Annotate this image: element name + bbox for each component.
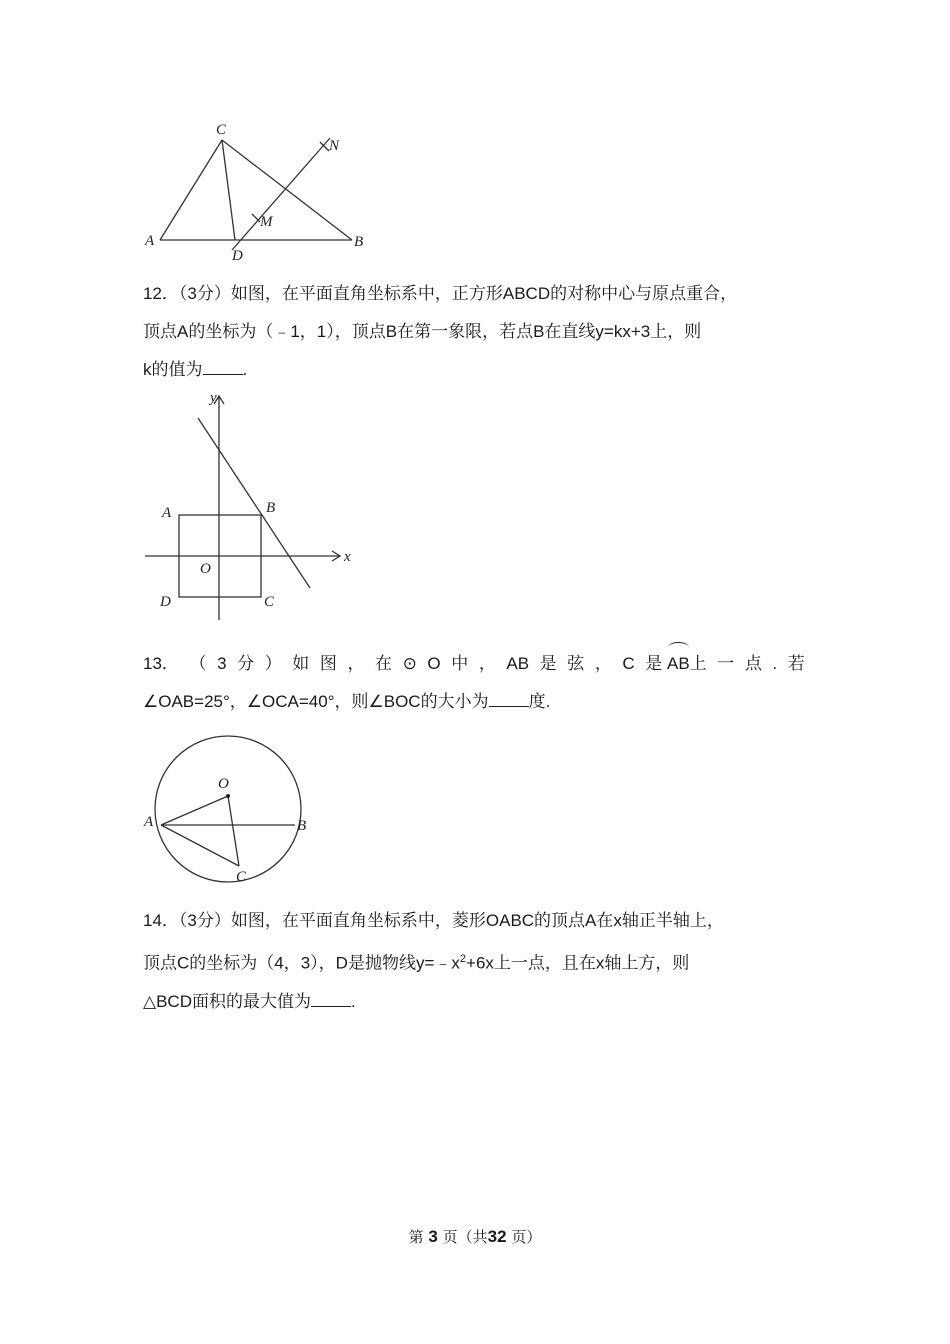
footer-text: 第 [408,1228,424,1246]
question-token: 弦 [567,654,585,673]
question-token: ） [264,654,282,673]
label-y: y [210,390,217,406]
page-footer [0,1226,950,1247]
question-token: 13． [143,654,179,673]
page-number: 3 [428,1227,438,1246]
question-token: 上 [689,654,707,673]
label-A: A [145,233,155,249]
question-token: 若 [787,654,805,673]
question-token: 分 [237,654,255,673]
label-C: C [264,594,275,610]
question-12 [143,275,811,389]
question-text: . [242,360,248,379]
question-text: 顶点A的坐标为（﹣1，1），顶点B在第一象限，若点B在直线y=kx+3上，则 [143,322,702,341]
question-token: 点 [744,654,762,673]
coordinate-square-figure [140,388,370,623]
circle-symbol: ⊙ [402,654,417,673]
question-token: C [622,654,635,673]
label-O: O [200,561,211,577]
label-D: D [232,248,243,264]
question-text: （3分）如图，在平面直角坐标系中，菱形OABC的顶点A在x轴正半轴上， [178,911,724,930]
question-text: 度. [528,692,551,711]
question-token: 中 [451,654,469,673]
question-text: 顶点C的坐标为（4，3），D是抛物线y=﹣x [143,953,460,973]
question-text: +6x上一点，且在x轴上方，则 [466,953,690,973]
label-D: D [160,594,171,610]
question-number: 14． [143,911,179,930]
question-text: k的值为 [143,360,203,379]
label-B: B [354,234,364,250]
question-token: 图 [319,654,337,673]
label-C: C [216,122,227,138]
label-x: x [344,549,351,565]
label-N: N [329,138,340,154]
answer-blank [489,690,529,707]
question-token: AB [506,654,530,673]
answer-blank [311,990,351,1007]
question-14 [143,902,811,1021]
label-O: O [218,776,229,792]
label-M: M [260,214,273,230]
circle-figure [140,735,330,885]
superscript: 2 [459,953,467,965]
question-token: 在 [375,654,393,673]
arc-ab-notation: AB [667,645,690,683]
question-token: ， [594,654,612,673]
question-text: . [350,991,356,1011]
label-C: C [236,869,247,885]
triangle-figure [140,120,380,265]
question-token: O [427,654,441,673]
center-point [226,794,230,798]
answer-blank [203,358,243,375]
label-B: B [266,500,276,516]
footer-text: 页） [511,1228,542,1246]
question-13 [143,645,811,721]
question-token: 如 [292,654,310,673]
footer-text: 页（共 [442,1228,488,1246]
label-A: A [144,814,154,830]
question-text: ∠OAB=25°，∠OCA=40°，则∠BOC的大小为 [143,692,489,711]
question-number: 12． [143,284,179,303]
label-A: A [162,505,172,521]
question-text: △BCD面积的最大值为 [143,991,311,1011]
question-token: 3 [217,654,227,673]
question-token: ， [478,654,496,673]
question-token: 是 [645,654,663,673]
question-token: （ [189,654,207,673]
question-token: . [772,654,778,673]
label-B: B [297,818,307,834]
question-token: ， [347,654,365,673]
total-pages: 32 [487,1227,507,1246]
question-text: （3分）如图，在平面直角坐标系中，正方形ABCD的对称中心与原点重合， [178,284,738,303]
question-token: 一 [717,654,735,673]
question-token: 是 [539,654,557,673]
